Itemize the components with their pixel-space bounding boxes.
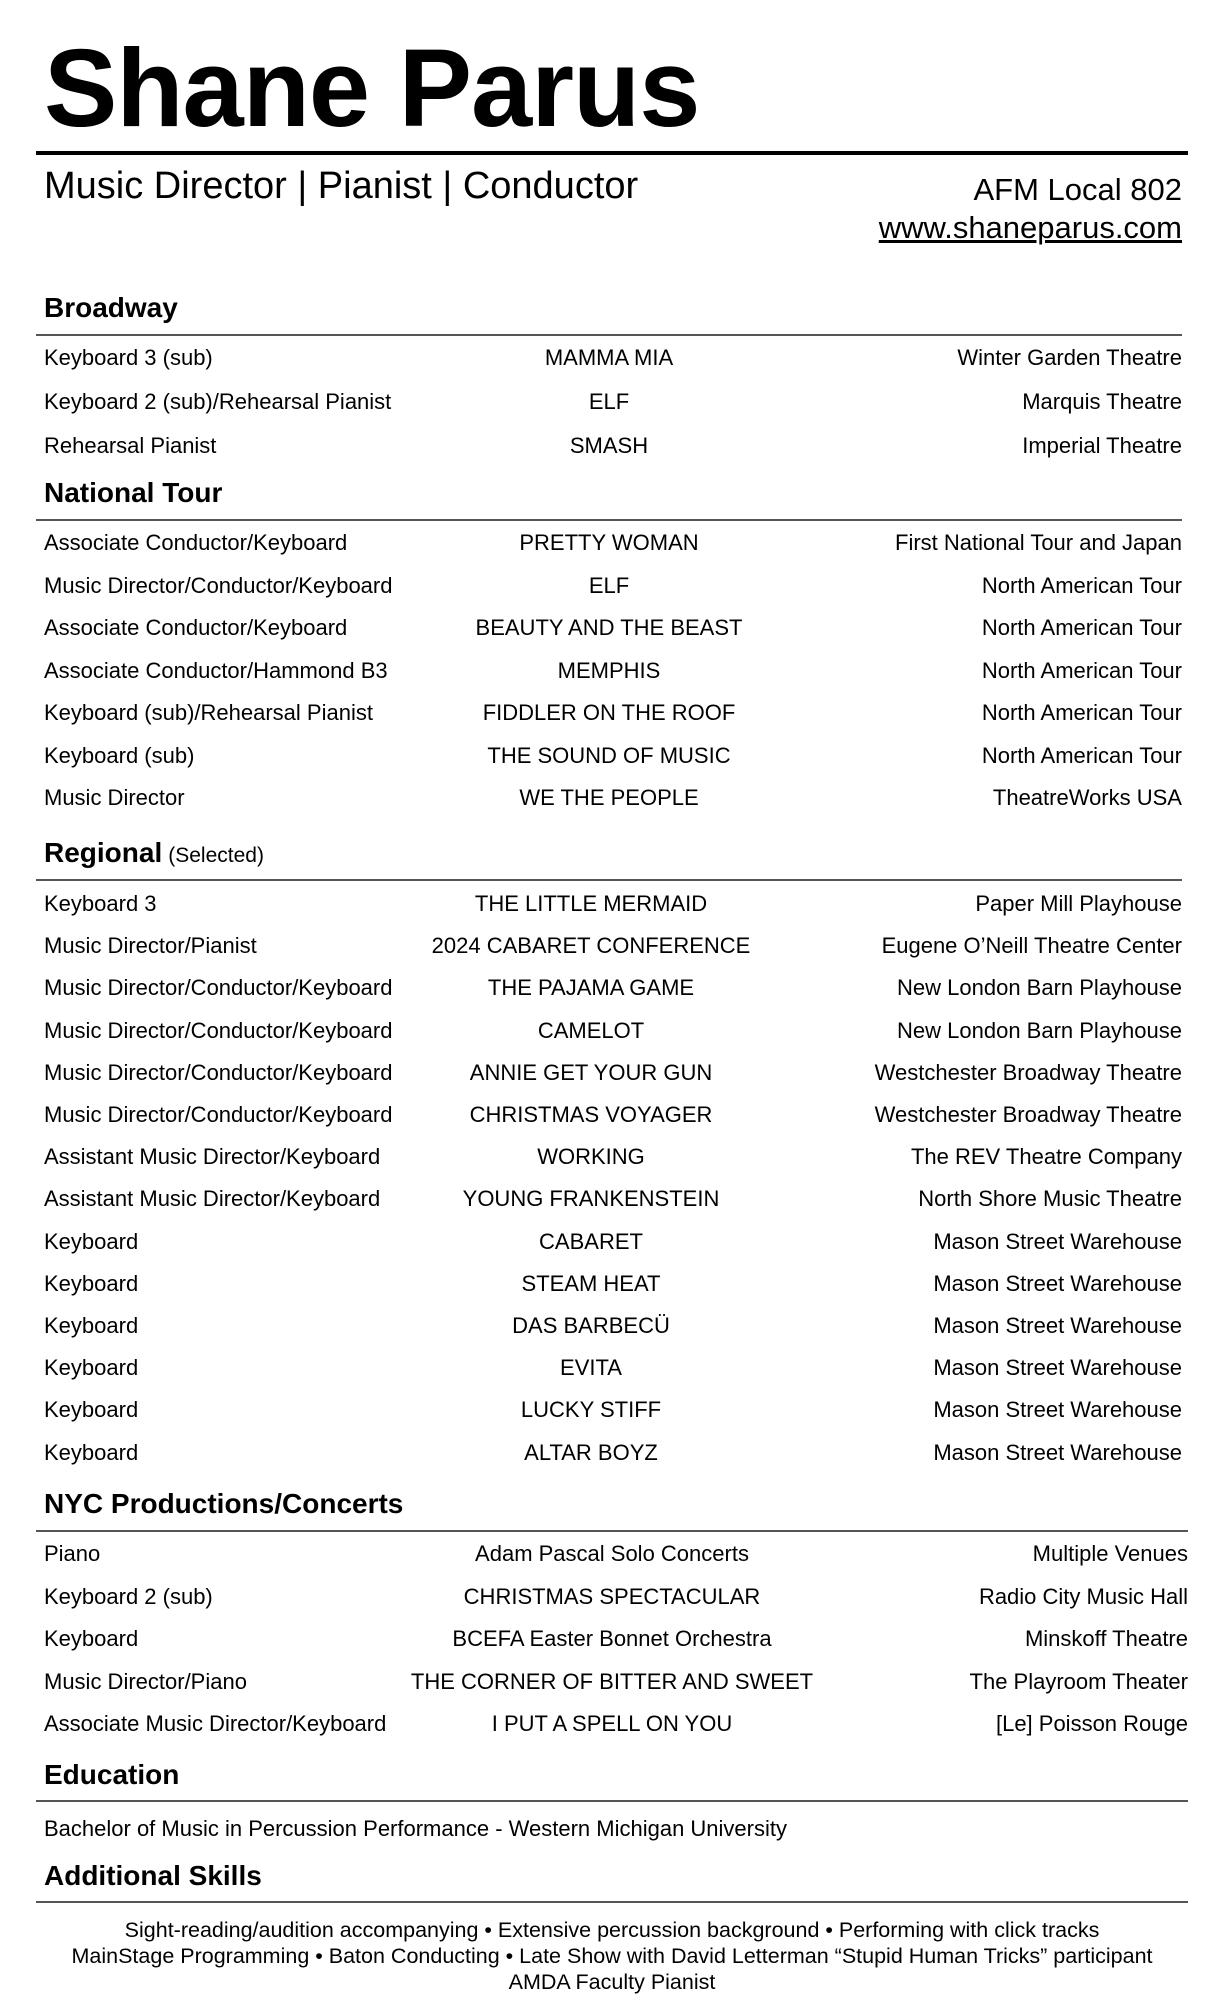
title-divider bbox=[36, 151, 1188, 155]
credit-role: Keyboard bbox=[44, 1313, 139, 1338]
section-divider bbox=[36, 1800, 1188, 1802]
credit-role: Associate Conductor/Keyboard bbox=[44, 615, 348, 640]
education-degree: Bachelor of Music in Percussion Performance - Western Michigan University bbox=[44, 1816, 787, 1841]
credit-show: THE CORNER OF BITTER AND SWEET bbox=[410, 1668, 814, 1694]
credit-venue: Mason Street Warehouse bbox=[933, 1228, 1182, 1254]
credit-role: Keyboard bbox=[44, 1270, 139, 1296]
credit-role: Assistant Music Director/Keyboard bbox=[44, 1144, 381, 1170]
credit-venue: New London Barn Playhouse bbox=[897, 975, 1182, 1001]
credit-show: MEMPHIS bbox=[557, 657, 661, 683]
credit-show: DAS BARBECÜ bbox=[512, 1313, 670, 1338]
section-heading: Broadway bbox=[44, 292, 178, 323]
credit-venue: TheatreWorks USA bbox=[992, 785, 1182, 810]
section-heading: Regional bbox=[44, 837, 163, 868]
credit-role: Music Director/Conductor/Keyboard bbox=[44, 1102, 393, 1127]
credit-venue: Westchester Broadway Theatre bbox=[874, 1059, 1182, 1085]
credit-venue: North American Tour bbox=[981, 657, 1182, 683]
credit-show: PRETTY WOMAN bbox=[519, 530, 699, 555]
credit-show: CABARET bbox=[539, 1228, 643, 1254]
credit-venue: North American Tour bbox=[981, 700, 1182, 725]
credit-venue: Mason Street Warehouse bbox=[933, 1439, 1182, 1465]
credit-venue: Radio City Music Hall bbox=[978, 1583, 1188, 1609]
section-divider bbox=[36, 1530, 1188, 1532]
credit-show: WE THE PEOPLE bbox=[519, 785, 699, 810]
credit-role: Assistant Music Director/Keyboard bbox=[44, 1186, 381, 1212]
credit-venue: Winter Garden Theatre bbox=[957, 345, 1182, 370]
credit-role: Keyboard 2 (sub) bbox=[44, 1583, 213, 1609]
credit-show: THE SOUND OF MUSIC bbox=[487, 742, 731, 768]
credit-show: THE LITTLE MERMAID bbox=[474, 891, 708, 916]
skills-line: AMDA Faculty Pianist bbox=[508, 1970, 716, 1994]
credit-show: CHRISTMAS SPECTACULAR bbox=[463, 1583, 761, 1609]
credit-role: Associate Conductor/Hammond B3 bbox=[44, 657, 388, 683]
credit-venue: Paper Mill Playhouse bbox=[975, 891, 1182, 916]
credit-show: EVITA bbox=[560, 1355, 622, 1381]
credit-role: Music Director/Conductor/Keyboard bbox=[44, 1059, 393, 1085]
credit-venue: Imperial Theatre bbox=[1022, 433, 1182, 458]
page-title: Shane Parus bbox=[44, 27, 700, 150]
credit-show: SMASH bbox=[569, 433, 649, 458]
skills-list bbox=[36, 1917, 1188, 1995]
credit-role: Keyboard 2 (sub)/Rehearsal Pianist bbox=[44, 389, 392, 414]
section-divider bbox=[36, 879, 1182, 881]
credit-show: FIDDLER ON THE ROOF bbox=[482, 700, 736, 725]
credit-venue: Mason Street Warehouse bbox=[933, 1313, 1182, 1338]
credit-role: Music Director/Piano bbox=[44, 1668, 247, 1694]
credit-role: Keyboard 3 (sub) bbox=[44, 345, 213, 370]
credit-show: LUCKY STIFF bbox=[520, 1397, 662, 1423]
credit-role: Keyboard (sub) bbox=[44, 742, 195, 768]
credit-venue: The REV Theatre Company bbox=[910, 1144, 1182, 1170]
credit-role: Keyboard bbox=[44, 1355, 139, 1381]
credit-show: I PUT A SPELL ON YOU bbox=[491, 1711, 733, 1736]
subtitle: Music Director | Pianist | Conductor bbox=[44, 165, 639, 207]
credit-show: YOUNG FRANKENSTEIN bbox=[462, 1186, 720, 1212]
section-divider bbox=[36, 519, 1182, 521]
credit-venue: [Le] Poisson Rouge bbox=[995, 1711, 1188, 1736]
section-divider bbox=[36, 1901, 1188, 1903]
skills-line: MainStage Programming • Baton Conducting • Late Show with David Letterman “Stupid Human Tricks” participant bbox=[71, 1944, 1153, 1968]
credit-show: Adam Pascal Solo Concerts bbox=[475, 1541, 749, 1566]
credit-role: Music Director/Conductor/Keyboard bbox=[44, 1017, 393, 1043]
credit-role: Music Director/Conductor/Keyboard bbox=[44, 975, 393, 1001]
credit-role: Keyboard (sub)/Rehearsal Pianist bbox=[44, 700, 373, 725]
credit-venue: Minskoff Theatre bbox=[1024, 1626, 1188, 1651]
website-link[interactable]: www.shaneparus.com bbox=[878, 210, 1182, 245]
credit-venue: First National Tour and Japan bbox=[895, 530, 1182, 555]
credit-venue: Multiple Venues bbox=[1032, 1541, 1188, 1566]
credit-show: ELF bbox=[588, 389, 630, 414]
credit-show: WORKING bbox=[537, 1144, 645, 1170]
credit-venue: Mason Street Warehouse bbox=[933, 1355, 1182, 1381]
credit-show: BEAUTY AND THE BEAST bbox=[475, 615, 743, 640]
credit-venue: Marquis Theatre bbox=[1022, 389, 1182, 414]
credit-show: THE PAJAMA GAME bbox=[487, 975, 695, 1001]
credit-show: ELF bbox=[588, 572, 630, 598]
credit-venue: New London Barn Playhouse bbox=[897, 1017, 1182, 1043]
section-heading: National Tour bbox=[44, 477, 223, 508]
credit-role: Music Director bbox=[44, 785, 185, 810]
credit-role: Music Director/Pianist bbox=[44, 933, 257, 959]
credit-venue: North American Tour bbox=[981, 615, 1182, 640]
credit-venue: The Playroom Theater bbox=[969, 1668, 1188, 1694]
credit-show: ANNIE GET YOUR GUN bbox=[469, 1059, 713, 1085]
credit-role: Music Director/Conductor/Keyboard bbox=[44, 572, 393, 598]
credit-show: STEAM HEAT bbox=[521, 1270, 661, 1296]
credit-venue: North American Tour bbox=[981, 572, 1182, 598]
section-heading: NYC Productions/Concerts bbox=[44, 1488, 404, 1519]
section-heading: Additional Skills bbox=[44, 1860, 262, 1891]
credit-show: MAMMA MIA bbox=[544, 345, 674, 370]
credit-show: BCEFA Easter Bonnet Orchestra bbox=[452, 1626, 772, 1651]
credit-show: CAMELOT bbox=[537, 1017, 645, 1043]
credit-role: Keyboard bbox=[44, 1626, 139, 1651]
credit-role: Rehearsal Pianist bbox=[44, 433, 217, 458]
credit-role: Keyboard bbox=[44, 1228, 139, 1254]
credit-show: ALTAR BOYZ bbox=[524, 1439, 658, 1465]
credit-venue: North American Tour bbox=[981, 742, 1182, 768]
credit-venue: Mason Street Warehouse bbox=[933, 1397, 1182, 1423]
section-note: (Selected) bbox=[168, 844, 264, 867]
credit-venue: North Shore Music Theatre bbox=[918, 1186, 1182, 1212]
credit-venue: Westchester Broadway Theatre bbox=[874, 1102, 1182, 1127]
section-divider bbox=[36, 334, 1182, 336]
union-affiliation: AFM Local 802 bbox=[973, 172, 1182, 207]
credit-show: CHRISTMAS VOYAGER bbox=[469, 1102, 713, 1127]
credit-role: Keyboard 3 bbox=[44, 891, 157, 916]
credit-venue: Eugene O’Neill Theatre Center bbox=[881, 933, 1182, 959]
credit-role: Keyboard bbox=[44, 1439, 139, 1465]
credit-role: Piano bbox=[44, 1541, 101, 1566]
credit-role: Associate Music Director/Keyboard bbox=[44, 1711, 387, 1736]
credit-role: Keyboard bbox=[44, 1397, 139, 1423]
credit-show: 2024 CABARET CONFERENCE bbox=[431, 933, 751, 959]
section-heading: Education bbox=[44, 1759, 180, 1790]
credit-role: Associate Conductor/Keyboard bbox=[44, 530, 348, 555]
skills-line: Sight-reading/audition accompanying • Extensive percussion background • Performing with click tracks bbox=[124, 1918, 1100, 1942]
credit-venue: Mason Street Warehouse bbox=[933, 1270, 1182, 1296]
